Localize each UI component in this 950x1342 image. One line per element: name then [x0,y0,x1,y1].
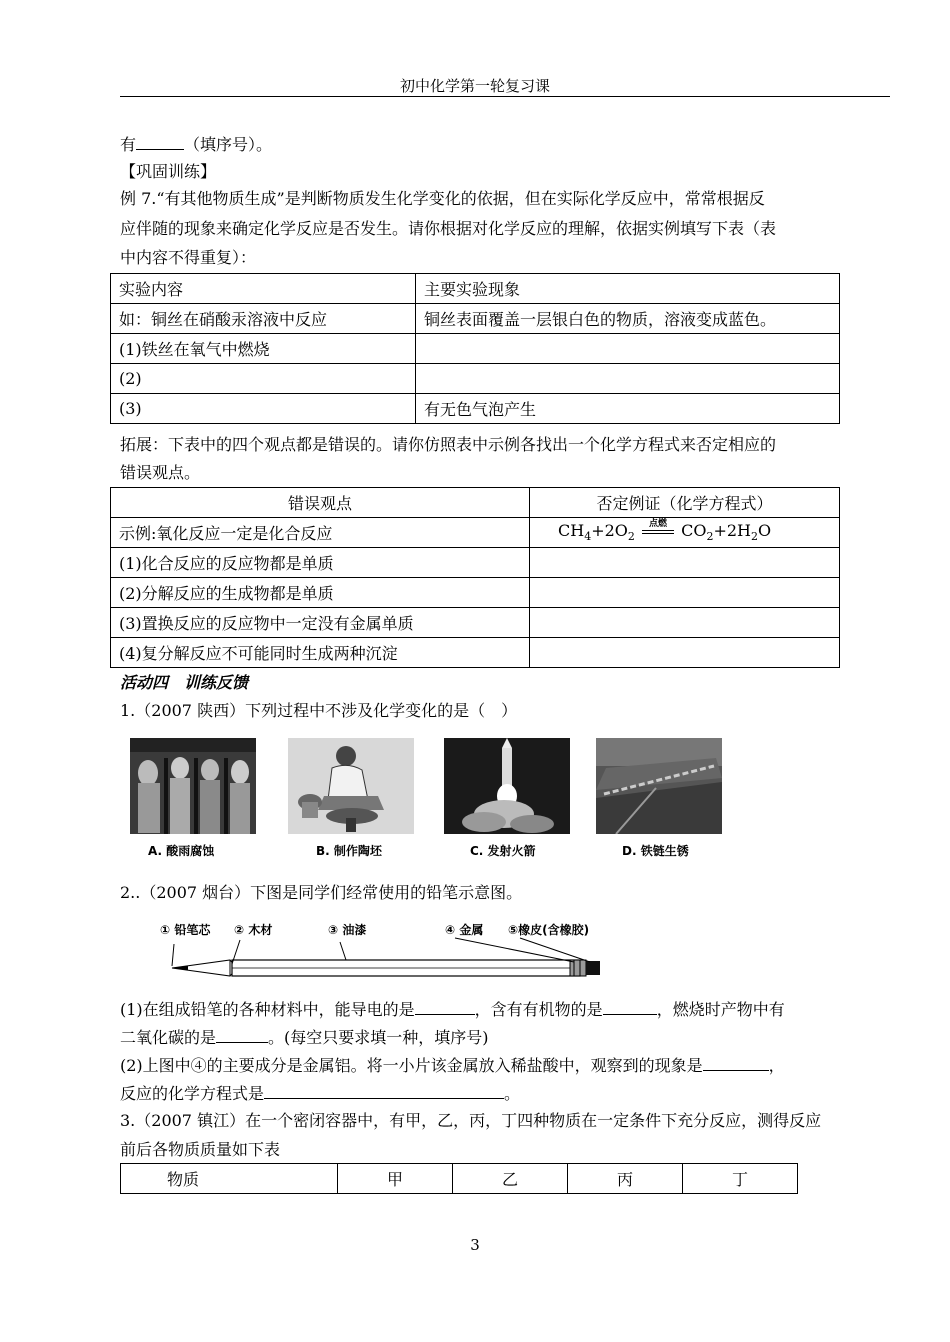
answer-blank[interactable] [264,1080,504,1099]
q2-sub1-text: (1)在组成铅笔的各种材料中，能导电的是 [120,1000,415,1019]
table-header-cell: 否定例证（化学方程式） [530,488,840,518]
eq-sub: 2 [706,530,714,544]
table-header-cell: 丁 [683,1164,798,1194]
eq-part: CO [681,521,707,541]
rusting-chain-image [596,738,722,834]
answer-cell[interactable] [530,608,840,638]
q1-text: 1.（2007 陕西）下列过程中不涉及化学变化的是（ ） [120,701,518,720]
pencil-label-lead: ① 铅笔芯 [160,923,211,937]
table-header-cell: 错误观点 [111,488,530,518]
table-row [111,334,840,364]
substance-mass-table [120,1163,798,1194]
table-row [111,304,840,334]
wrong-views-table [110,487,840,668]
table-row [111,638,840,668]
extension-line2: 错误观点。 [120,463,201,482]
q2-sub1-line2 [120,1024,890,1051]
example7-line3: 中内容不得重复）： [120,248,257,267]
table-row [111,394,840,424]
page-number: 3 [470,1236,480,1254]
activity4-title: 活动四 训练反馈 [120,673,249,692]
equation-line [642,533,674,534]
answer-cell[interactable] [530,578,840,608]
table-row [111,548,840,578]
table-row [111,578,840,608]
eq-part: +2H [713,521,751,541]
table-cell: (3)置换反应的反应物中一定没有金属单质 [111,608,530,638]
example7-line1: 例 7.“有其他物质生成”是判断物质发生化学变化的依据，但在实际化学反应中，常常根据反 [120,189,765,208]
fill-line-1 [120,131,890,158]
extension-line1: 拓展：下表中的四个观点都是错误的。请你仿照表中示例各找出一个化学方程式来否定相应的 [120,435,777,454]
table-header-row [111,274,840,304]
table-cell: 如：铜丝在硝酸汞溶液中反应 [111,304,416,334]
reaction-phenomena-table [110,273,840,424]
table-cell: (2)分解反应的生成物都是单质 [111,578,530,608]
q2-sub1-line1 [120,996,890,1023]
answer-blank[interactable] [603,996,657,1015]
option-caption: A. 酸雨腐蚀 [148,844,215,858]
answer-blank[interactable] [703,1052,769,1071]
table-header-cell: 实验内容 [111,274,416,304]
answer-cell[interactable] [530,638,840,668]
pencil-label-paint: ③ 油漆 [328,923,367,937]
table-row [111,364,840,394]
q2-sub2-text: ， [768,1056,785,1075]
header-title: 初中化学第一轮复习课 [399,77,550,95]
pencil-label-wood: ② 木材 [234,923,273,937]
eq-part: O [758,521,772,541]
answer-cell[interactable] [416,364,840,394]
table-header-cell: 物质 [121,1164,338,1194]
table-cell: 有无色气泡产生 [416,394,840,424]
table-cell: (4)复分解反应不可能同时生成两种沉淀 [111,638,530,668]
option-caption: C. 发射火箭 [470,844,536,858]
table-cell[interactable]: (2) [111,364,416,394]
q2-sub2-text: 反应的化学方程式是 [120,1084,265,1103]
table-row [111,608,840,638]
q3-line1: 3.（2007 镇江）在一个密闭容器中，有甲，乙，丙，丁四种物质在一定条件下充分反应，测得反应 [120,1111,822,1130]
header-rule [120,96,890,97]
q2-sub2-text: 。 [504,1084,521,1103]
answer-blank[interactable] [415,996,475,1015]
q3-line2: 前后各物质质量如下表 [120,1140,281,1159]
line1-prefix: 有 [120,135,137,154]
answer-blank[interactable] [216,1024,268,1043]
pencil-label-eraser: ⑤橡皮(含橡胶) [508,923,590,937]
reaction-arrow [640,518,676,539]
option-caption: D. 铁链生锈 [622,844,689,858]
pottery-making-image [288,738,414,834]
table-header-cell: 丙 [568,1164,683,1194]
acid-rain-statues-image [130,738,256,834]
q2-sub1-text: 二氧化碳的是 [120,1028,217,1047]
table-header-cell: 甲 [338,1164,453,1194]
q2-sub1-text: 。(每空只要求填一种，填序号) [268,1028,489,1047]
q2-sub1-text: ，燃烧时产物中有 [656,1000,785,1019]
q2-sub2-text: (2)上图中④的主要成分是金属铝。将一小片该金属放入稀盐酸中，观察到的现象是 [120,1056,703,1075]
answer-blank[interactable] [136,131,184,150]
table-header-row [111,488,840,518]
pencil-label-metal: ④ 金属 [445,923,484,937]
pencil-diagram [160,930,610,978]
line1-suffix: （填序号）。 [184,135,273,154]
chemical-equation [530,518,840,548]
equation-line [642,530,674,531]
q2-sub2-line1 [120,1052,890,1079]
answer-cell[interactable] [416,334,840,364]
q2-sub2-line2 [120,1080,890,1107]
table-header-cell: 主要实验现象 [416,274,840,304]
table-row [111,518,840,548]
table-cell: 示例:氧化反应一定是化合反应 [111,518,530,548]
table-cell: (1)化合反应的反应物都是单质 [111,548,530,578]
q2-text: 2..（2007 烟台）下图是同学们经常使用的铅笔示意图。 [120,883,523,902]
eq-part: CH [558,521,585,541]
option-caption: B. 制作陶坯 [316,844,382,858]
table-cell: 铜丝表面覆盖一层银白色的物质，溶液变成蓝色。 [416,304,840,334]
table-cell[interactable]: (3) [111,394,416,424]
example7-line2: 应伴随的现象来确定化学反应是否发生。请你根据对化学反应的理解，依据实例填写下表（表 [120,219,777,238]
eq-sub: 2 [627,530,635,544]
section-consolidate: 【巩固训练】 [120,162,217,181]
table-header-cell: 乙 [453,1164,568,1194]
eq-sub: 2 [751,530,758,544]
rocket-launch-image [444,738,570,834]
eq-sub: 4 [584,530,592,544]
eq-part: +2O [591,521,628,541]
answer-cell[interactable] [530,548,840,578]
table-header-row [121,1164,798,1194]
q2-sub1-text: ，含有有机物的是 [474,1000,603,1019]
table-cell: (1)铁丝在氧气中燃烧 [111,334,416,364]
reaction-condition: 点燃 [648,518,667,529]
